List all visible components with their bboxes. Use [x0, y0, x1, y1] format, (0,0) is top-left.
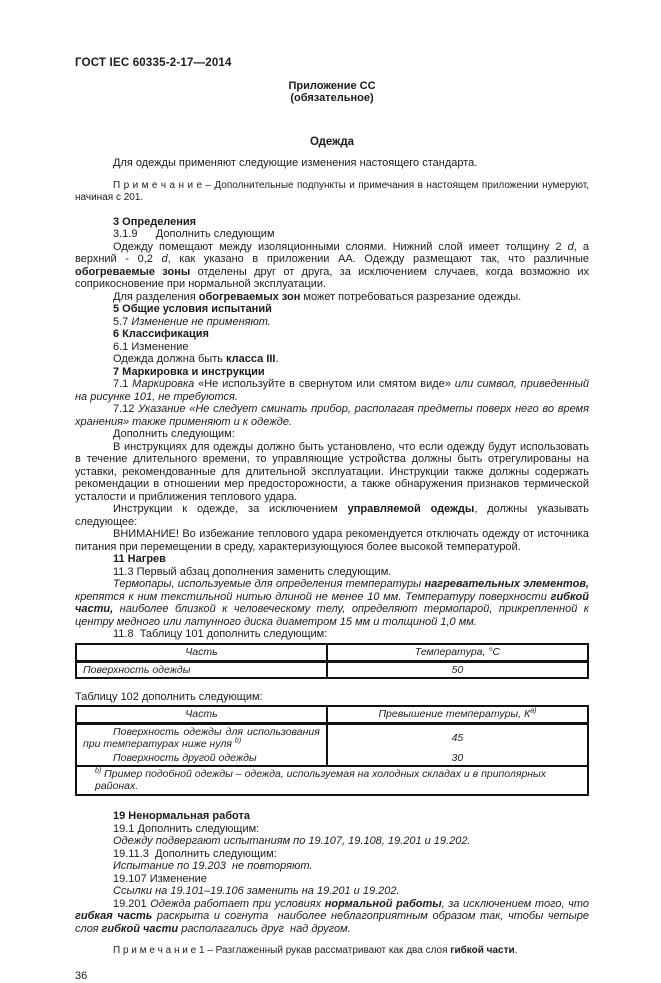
text-run: отделены друг от друга, за исключением случаев, когда возможно их соприкосновение при нормальной эксплуатации.	[75, 265, 589, 290]
text-run: нормальной работы	[324, 897, 442, 910]
text-run: Одежда работает при условиях	[150, 897, 325, 910]
text-run: 3.1.9 Дополнить следующим	[113, 228, 275, 240]
note-numbering	[75, 180, 589, 204]
section-3-heading	[75, 216, 589, 229]
text-run: Изменение не применяют.	[131, 315, 271, 328]
text-run: Одежду подвергают испытаниям по 19.107, 19.108, 19.201 и 19.202.	[113, 835, 471, 847]
text-run: 3 Определения	[113, 215, 197, 228]
clause-19-1-text	[75, 835, 589, 848]
clause-7-12-add	[75, 428, 589, 441]
text-run: 7.1	[113, 378, 133, 390]
page-number: 36	[75, 970, 88, 982]
table-cell	[327, 751, 588, 766]
instructions-paragraph	[75, 441, 589, 504]
text-run: класса III	[226, 353, 276, 365]
text-run: Для разделения	[113, 290, 199, 303]
clause-6-1	[75, 341, 589, 354]
table-header-cell	[327, 706, 588, 724]
instructions-exception	[75, 503, 589, 528]
section-6-heading	[75, 328, 589, 341]
text-run: d	[567, 240, 574, 253]
table-101-intro	[75, 628, 589, 641]
document-body	[75, 157, 589, 957]
text-run: наиболее близкой к человеческому телу, определяют термопарой, прикрепленной к центру медного или латунного диска диаметром 15 мм и толщиной 1,0 мм.	[75, 603, 589, 628]
text-run: управляемой одежды	[347, 503, 475, 515]
section-19-heading	[75, 810, 589, 823]
text-run: располагались друг над другом.	[178, 922, 351, 935]
text-run: В инструкциях для одежды должно быть установлено, что если одежду будут использовать в течение длительного времени, то управляющие устройства должны быть отрегулированы на уставки, рекомендованные для длительной эксплуатации. Инструкции также должны содержать рекомендации в отношении мер предосторожности, а также обнаружения признаков термической усталости и приближения теплового удара.	[75, 440, 589, 503]
clause-19-11-3	[75, 848, 589, 861]
text-run: гибкой части,	[75, 590, 589, 615]
text-run: b)	[234, 737, 242, 745]
intro-paragraph	[75, 157, 589, 170]
table-row	[76, 751, 588, 766]
text-run: Испытание по 19.203 не повторяют.	[113, 860, 313, 872]
table-101	[75, 643, 589, 679]
text-run: , за исключением того, что	[441, 897, 589, 910]
text-run: обогреваемые зоны	[75, 265, 191, 278]
table-footnote	[76, 766, 588, 795]
text-run: 6.1 Изменение	[113, 340, 189, 353]
text-run: 19.201	[113, 897, 151, 910]
text-run: 5 Общие условия испытаний	[113, 303, 272, 315]
text-run: .	[514, 945, 518, 956]
text-run: , а верхний - 0,2	[75, 240, 590, 265]
clause-6-1-text	[75, 353, 589, 366]
clause-19-107-text	[75, 885, 589, 898]
text-run: раскрыта и согнута наиболее неблагоприятным образом так, чтобы четыре слоя	[75, 910, 589, 935]
table-header-cell	[327, 644, 588, 662]
text-run: .	[275, 353, 279, 365]
warning-paragraph	[75, 528, 589, 553]
text-run: гибкой части	[450, 945, 515, 956]
section-7-heading	[75, 366, 589, 379]
table-row	[76, 724, 588, 752]
text-run: 19 Ненормальная работа	[113, 810, 250, 822]
text-run: «Не используйте в свернутом или смятом виде»	[194, 378, 455, 390]
table-cell	[327, 724, 588, 752]
text-run: Дополнить следующим:	[113, 428, 235, 440]
text-run: Таблицу 102 дополнить следующим:	[75, 690, 263, 703]
text-run: Пример подобной одежды – одежда, используемая на холодных складах и в приполярных районах.	[95, 768, 547, 792]
text-run: 5.7	[113, 315, 132, 328]
text-run: 50	[451, 663, 464, 676]
clause-7-1	[75, 378, 589, 403]
text-run: 45	[451, 732, 464, 744]
table-header-cell	[76, 644, 327, 662]
table-row	[76, 661, 588, 678]
text-run: Маркировка	[132, 378, 195, 390]
text-run: Одежду помещают между изоляционными слоями. Нижний слой имеет толщину 2	[113, 240, 568, 253]
table-102-intro	[75, 691, 589, 704]
clause-19-107	[75, 873, 589, 886]
text-run: гибкой части	[101, 922, 179, 935]
text-run: b)	[95, 767, 102, 775]
text-run: нагревательных элементов,	[424, 578, 589, 590]
table-102	[75, 705, 589, 796]
text-run: Инструкции к одежде, за исключением	[113, 503, 348, 515]
clause-3-1-9-text-2	[75, 291, 589, 304]
text-run: Одежда должна быть	[113, 353, 227, 365]
text-run: , должны указывать следующее:	[75, 503, 589, 528]
text-run: Превышение температуры, К	[378, 708, 531, 720]
clause-11-3-text	[75, 578, 589, 628]
text-run: Для одежды применяют следующие изменения настоящего стандарта.	[113, 157, 478, 169]
text-run: 19.11.3 Дополнить следующим:	[113, 847, 277, 860]
text-run: 30	[451, 752, 464, 764]
text-run: П р и м е ч а н и е 1 – Разглаженный рукав рассматривают как два слоя	[113, 945, 451, 956]
text-run: может потребоваться разрезание одежды.	[300, 290, 522, 303]
text-run: ВНИМАНИЕ! Во избежание теплового удара рекомендуется отключать одежду от источника питания при перемещении в среду, характеризующуюся более высокой температурой.	[75, 528, 589, 553]
clause-11-3	[75, 566, 589, 579]
text-run: 19.107 Изменение	[113, 872, 207, 885]
table-cell	[76, 724, 327, 752]
text-run: Указание «Не следует сминать прибор, располагая предметы поверх него во время хранения» также применяют и к одежде.	[75, 403, 589, 428]
clause-19-201	[75, 898, 589, 936]
text-run: Поверхность одежды для использования при температурах ниже нуля	[83, 726, 320, 750]
text-run: крепятся к ним текстильной нитью длиной не менее 10 мм. Температуру поверхности	[75, 590, 551, 603]
text-run: Поверхность другой одежды	[113, 752, 257, 764]
text-run: 7.12	[113, 403, 139, 415]
note-1	[75, 945, 589, 957]
text-run: 11 Нагрев	[113, 553, 166, 565]
text-run: 7 Маркировка и инструкции	[113, 365, 265, 378]
text-run: , как указано в приложении АА. Одежду размещают так, что различные	[167, 253, 589, 265]
text-run: Термопары, используемые для определения температуры	[113, 578, 425, 590]
standard-designation: ГОСТ IEC 60335-2-17—2014	[75, 57, 232, 69]
text-run: П р и м е ч а н и е – Дополнительные подпункты и примечания в настоящем приложении нумеруют, начиная с 201.	[75, 179, 589, 203]
text-run: гибкая часть	[75, 910, 153, 922]
annex-label: Приложение СС	[288, 79, 376, 92]
text-run: 19.1 Дополнить следующим:	[113, 822, 260, 835]
text-run: обогреваемых зон	[198, 290, 301, 303]
text-run: Часть	[185, 645, 218, 658]
text-run: d	[161, 253, 168, 265]
text-run: 11.8 Таблицу 101 дополнить следующим:	[113, 628, 328, 640]
table-cell	[76, 751, 327, 766]
text-run: 6 Классификация	[113, 328, 209, 340]
clause-3-1-9	[75, 228, 589, 241]
annex-title: Одежда	[309, 135, 355, 148]
table-cell	[327, 661, 588, 678]
text-run: Часть	[185, 708, 218, 720]
table-header-cell	[76, 706, 327, 724]
text-run: или символ, приведенный на рисунке 101, не требуются.	[75, 378, 589, 403]
clause-19-1	[75, 823, 589, 836]
annex-header	[75, 80, 589, 105]
clause-19-11-3-text	[75, 860, 589, 873]
clause-7-12	[75, 403, 589, 428]
text-run: Ссылки на 19.101–19.106 заменить на 19.201 и 19.202.	[113, 885, 400, 897]
section-5-heading	[75, 303, 589, 316]
text-run: Температура, °С	[414, 645, 501, 658]
table-cell	[76, 661, 327, 678]
clause-3-1-9-text	[75, 241, 589, 291]
text-run: Поверхность одежды	[83, 663, 191, 676]
text-run: 11.3 Первый абзац дополнения заменить следующим.	[113, 565, 392, 578]
clause-5-7	[75, 316, 589, 329]
annex-status: (обязательное)	[290, 92, 374, 104]
text-run: а)	[530, 707, 537, 715]
section-11-heading	[75, 553, 589, 566]
